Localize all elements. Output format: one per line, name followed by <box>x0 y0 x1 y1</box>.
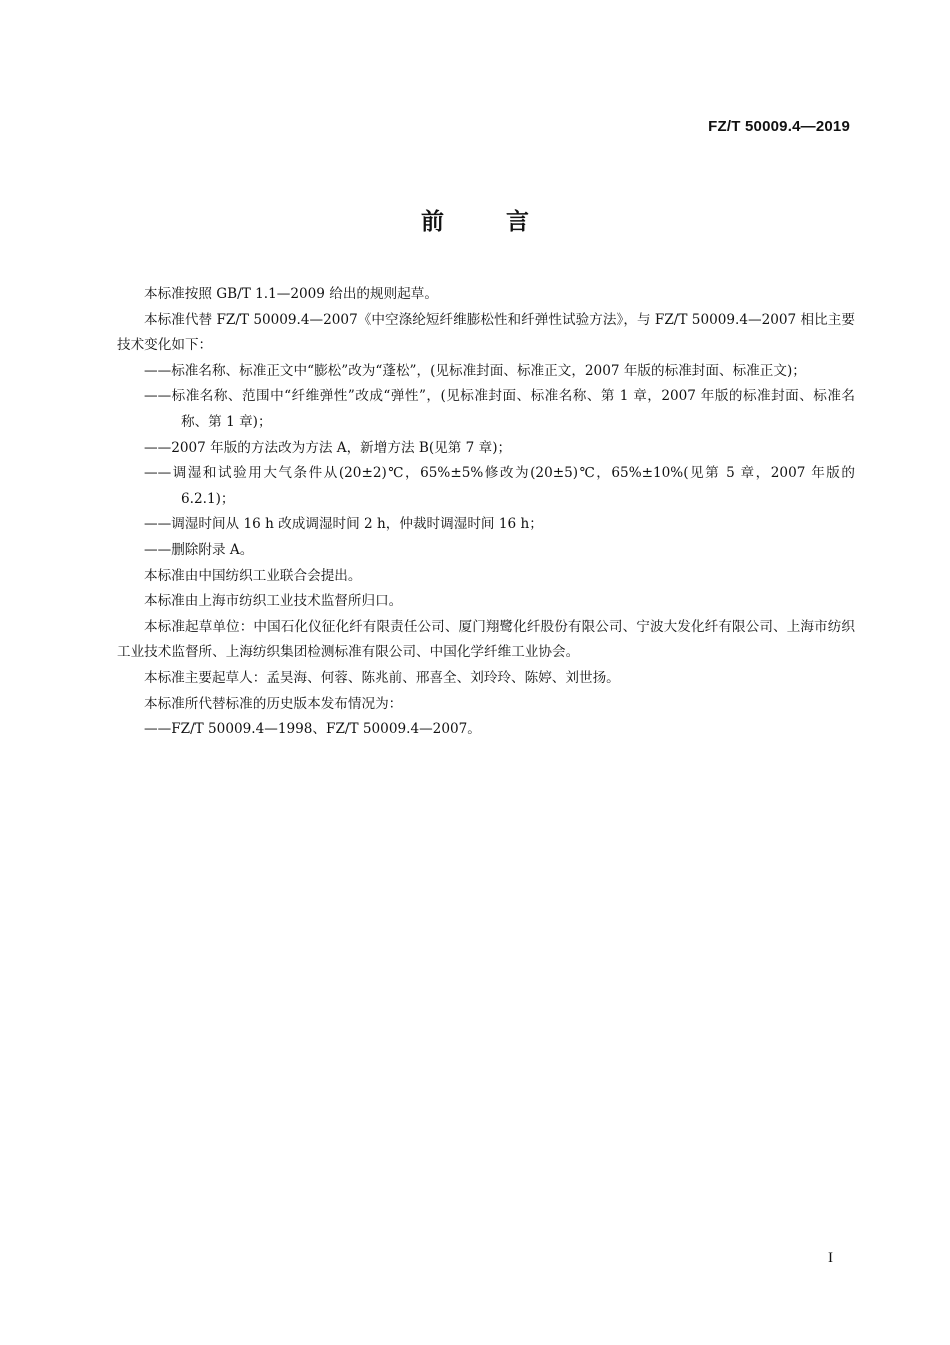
change-item-name: ——标准名称、标准正文中“膨松”改为“蓬松”，(见标准封面、标准正文，2007 年版的标准封面、标准正文)； <box>144 362 806 379</box>
change-item-conditioning-time: ——调湿时间从 16 h 改成调湿时间 2 h，仲裁时调湿时间 16 h； <box>144 516 543 533</box>
paragraph-drafting-rules: 本标准按照 GB/T 1.1—2009 给出的规则起草。 <box>144 286 438 302</box>
paragraph-drafters: 本标准主要起草人：孟昊海、何蓉、陈兆前、邢喜全、刘玲玲、陈婷、刘世扬。 <box>144 669 620 686</box>
paragraph-centralized-unit: 本标准由上海市纺织工业技术监督所归口。 <box>144 593 403 610</box>
history-item: ——FZ/T 50009.4—1998、FZ/T 50009.4—2007。 <box>144 721 481 738</box>
change-item-scope: ——标准名称、范围中“纤维弹性”改成“弹性”，(见标准封面、标准名称、第 1 章，2007 年版的标准封面、标准名称、第 1 章)； <box>144 388 855 430</box>
paragraph-proposer: 本标准由中国纺织工业联合会提出。 <box>144 567 362 584</box>
change-item-annex: ——删除附录 A。 <box>144 541 254 558</box>
change-item-method: ——2007 年版的方法改为方法 A，新增方法 B(见第 7 章)； <box>144 439 512 456</box>
page-title: 前言 <box>421 209 591 235</box>
change-item-atmosphere: ——调湿和试验用大气条件从(20±2)℃，65%±5%修改为(20±5)℃，65%±10%(见第 5 章，2007 年版的 6.2.1)； <box>144 465 855 507</box>
paragraph-replacement: 本标准代替 FZ/T 50009.4—2007《中空涤纶短纤维膨松性和纤弹性试验方法》，与 FZ/T 50009.4—2007 相比主要技术变化如下： <box>117 311 855 354</box>
standard-code: FZ/T 50009.4—2019 <box>708 118 850 135</box>
page-number: I <box>828 1250 833 1266</box>
foreword-body <box>117 282 855 743</box>
paragraph-history-intro: 本标准所代替标准的历史版本发布情况为： <box>144 695 403 712</box>
paragraph-drafting-units: 本标准起草单位：中国石化仪征化纤有限责任公司、厦门翔鹭化纤股份有限公司、宁波大发化纤有限公司、上海市纺织工业技术监督所、上海纺织集团检测标准有限公司、中国化学纤维工业协会。 <box>117 618 855 661</box>
